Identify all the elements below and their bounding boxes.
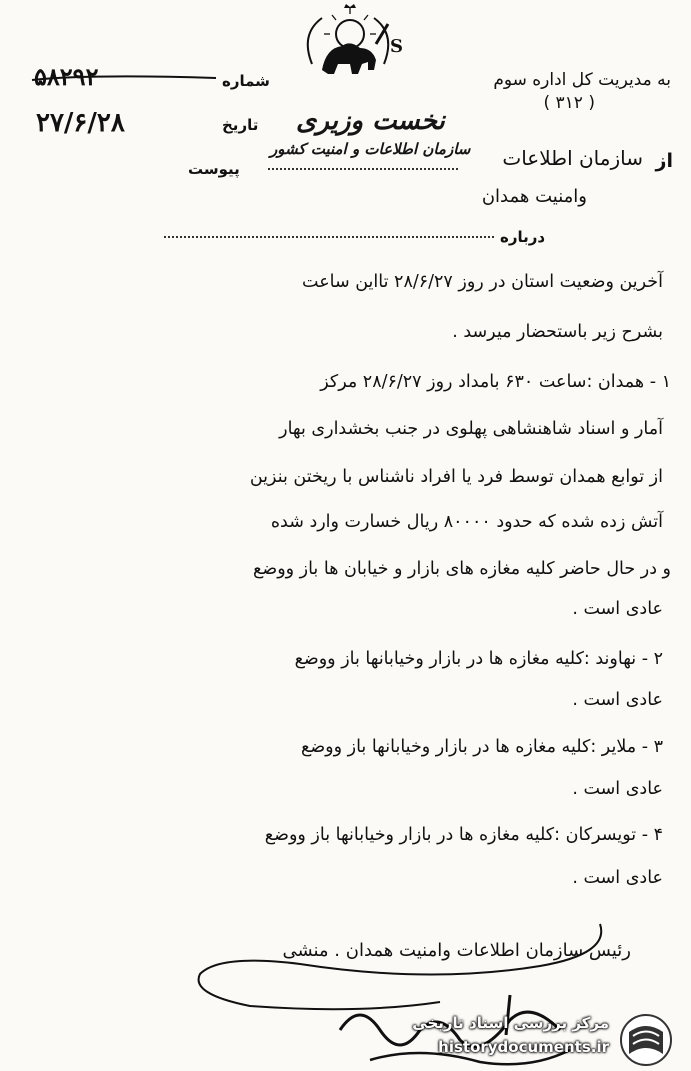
from-dots	[268, 168, 458, 170]
number-label: شماره	[222, 72, 270, 90]
history-documents-logo-icon	[617, 1012, 675, 1068]
lion-and-sun-emblem-icon	[292, 4, 404, 100]
body-line-1: آخرین وضعیت استان در روز ۲۸/۶/۲۷ تااین ساعت	[302, 272, 663, 292]
body-line-5: از توابع همدان توسط فرد یا افراد ناشناس با ریختن بنزین	[249, 467, 663, 487]
subject-dots	[164, 236, 494, 238]
svg-text:S: S	[390, 36, 403, 57]
to-line: به مدیریت کل اداره سوم	[493, 70, 671, 90]
from-stamp: سازمان اطلاعات و امنیت کشور	[270, 140, 471, 158]
body-line-13: ۴ - تویسرکان :کلیه مغازه ها در بازار وخیابانها باز ووضع	[264, 825, 663, 845]
body-line-3: ۱ - همدان :ساعت ۶۳۰ بامداد روز ۲۸/۶/۲۷ مرکز	[320, 372, 671, 392]
watermark	[379, 1010, 679, 1070]
attachment-label: پیوست	[188, 160, 240, 178]
body-line-10: عادی است .	[572, 690, 663, 710]
from-value: سازمان اطلاعات	[502, 146, 643, 170]
date-label: تاریخ	[222, 116, 259, 134]
to-code: ( ۳۱۲ )	[543, 93, 595, 113]
body-line-12: عادی است .	[572, 779, 663, 799]
body-line-11: ۳ - ملایر :کلیه مغازه ها در بازار وخیابانها باز ووضع	[301, 737, 663, 757]
number-value: ۵۸۲۹۲	[34, 62, 99, 91]
from-label: از	[655, 150, 673, 172]
watermark-url: historydocuments.ir	[438, 1038, 609, 1056]
body-line-7: و در حال حاضر کلیه مغازه های بازار و خیابان ها باز ووضع	[253, 559, 671, 579]
body-line-8: عادی است .	[572, 599, 663, 619]
subject-label: درباره	[500, 228, 546, 246]
from-line2: وامنیت همدان	[481, 186, 587, 207]
date-value: ۲۷/۶/۲۸	[36, 108, 125, 138]
prime-ministry-caption: نخست وزیری	[296, 106, 445, 136]
body-line-9: ۲ - نهاوند :کلیه مغازه ها در بازار وخیابانها باز ووضع	[294, 649, 663, 669]
body-line-14: عادی است .	[572, 868, 663, 888]
body-line-6: آتش زده شده که حدود ۸۰۰۰۰ ریال خسارت وارد شده	[270, 512, 663, 532]
watermark-title: مرکز بررسی اسناد تاریخی	[412, 1014, 609, 1032]
body-line-2: بشرح زیر باستحضار میرسد .	[452, 322, 663, 342]
signature-line: رئیس سازمان اطلاعات وامنیت همدان . منشی	[282, 940, 631, 961]
body-line-4: آمار و اسناد شاهنشاهی پهلوی در جنب بخشداری بهار	[279, 419, 663, 439]
number-strike-icon	[30, 64, 220, 94]
